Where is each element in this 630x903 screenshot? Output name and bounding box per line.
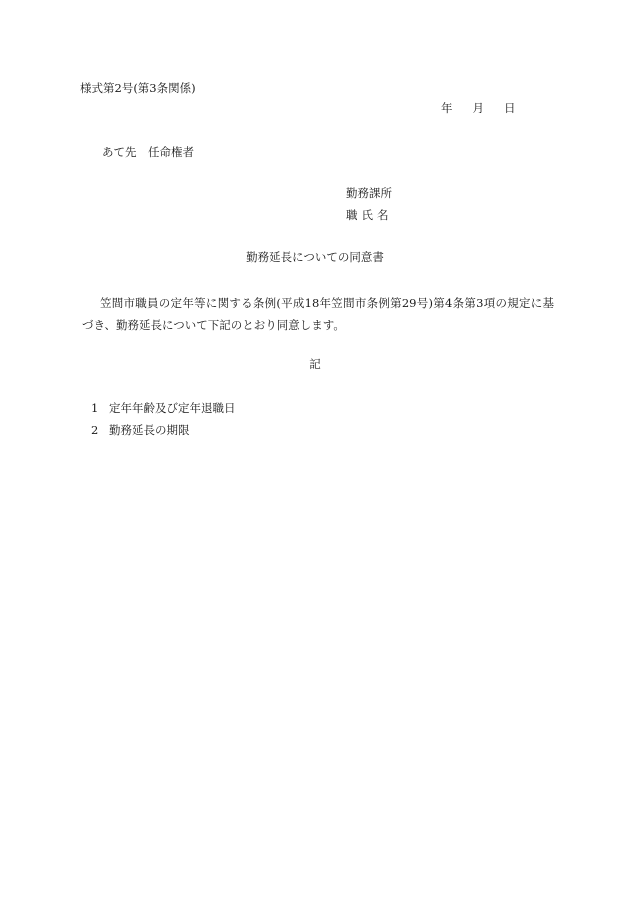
list-item <box>91 402 236 416</box>
date-day: 日 <box>504 101 516 115</box>
ki-heading: 記 <box>309 357 321 371</box>
date-year: 年 <box>441 101 453 115</box>
date-line <box>441 102 516 116</box>
signatory-organization: 勤務課所 <box>346 186 392 200</box>
date-month: 月 <box>472 101 484 115</box>
list-item-text: 定年年齢及び定年退職日 <box>109 401 236 415</box>
body-paragraph: 笠間市職員の定年等に関する条例(平成18年笠間市条例第29号)第4条第3項の規定に基づき、勤務延長について下記のとおり同意します。 <box>82 296 554 332</box>
list-item-number: 2 <box>91 423 99 437</box>
list-item-text: 勤務延長の期限 <box>109 423 190 437</box>
form-number: 様式第2号(第3条関係) <box>80 81 196 95</box>
signatory-name-label: 職氏名 <box>346 208 393 222</box>
list-item-number: 1 <box>91 401 99 415</box>
list-item <box>91 424 190 438</box>
document-title: 勤務延長についての同意書 <box>246 250 384 264</box>
addressee: あて先 任命権者 <box>102 145 194 159</box>
